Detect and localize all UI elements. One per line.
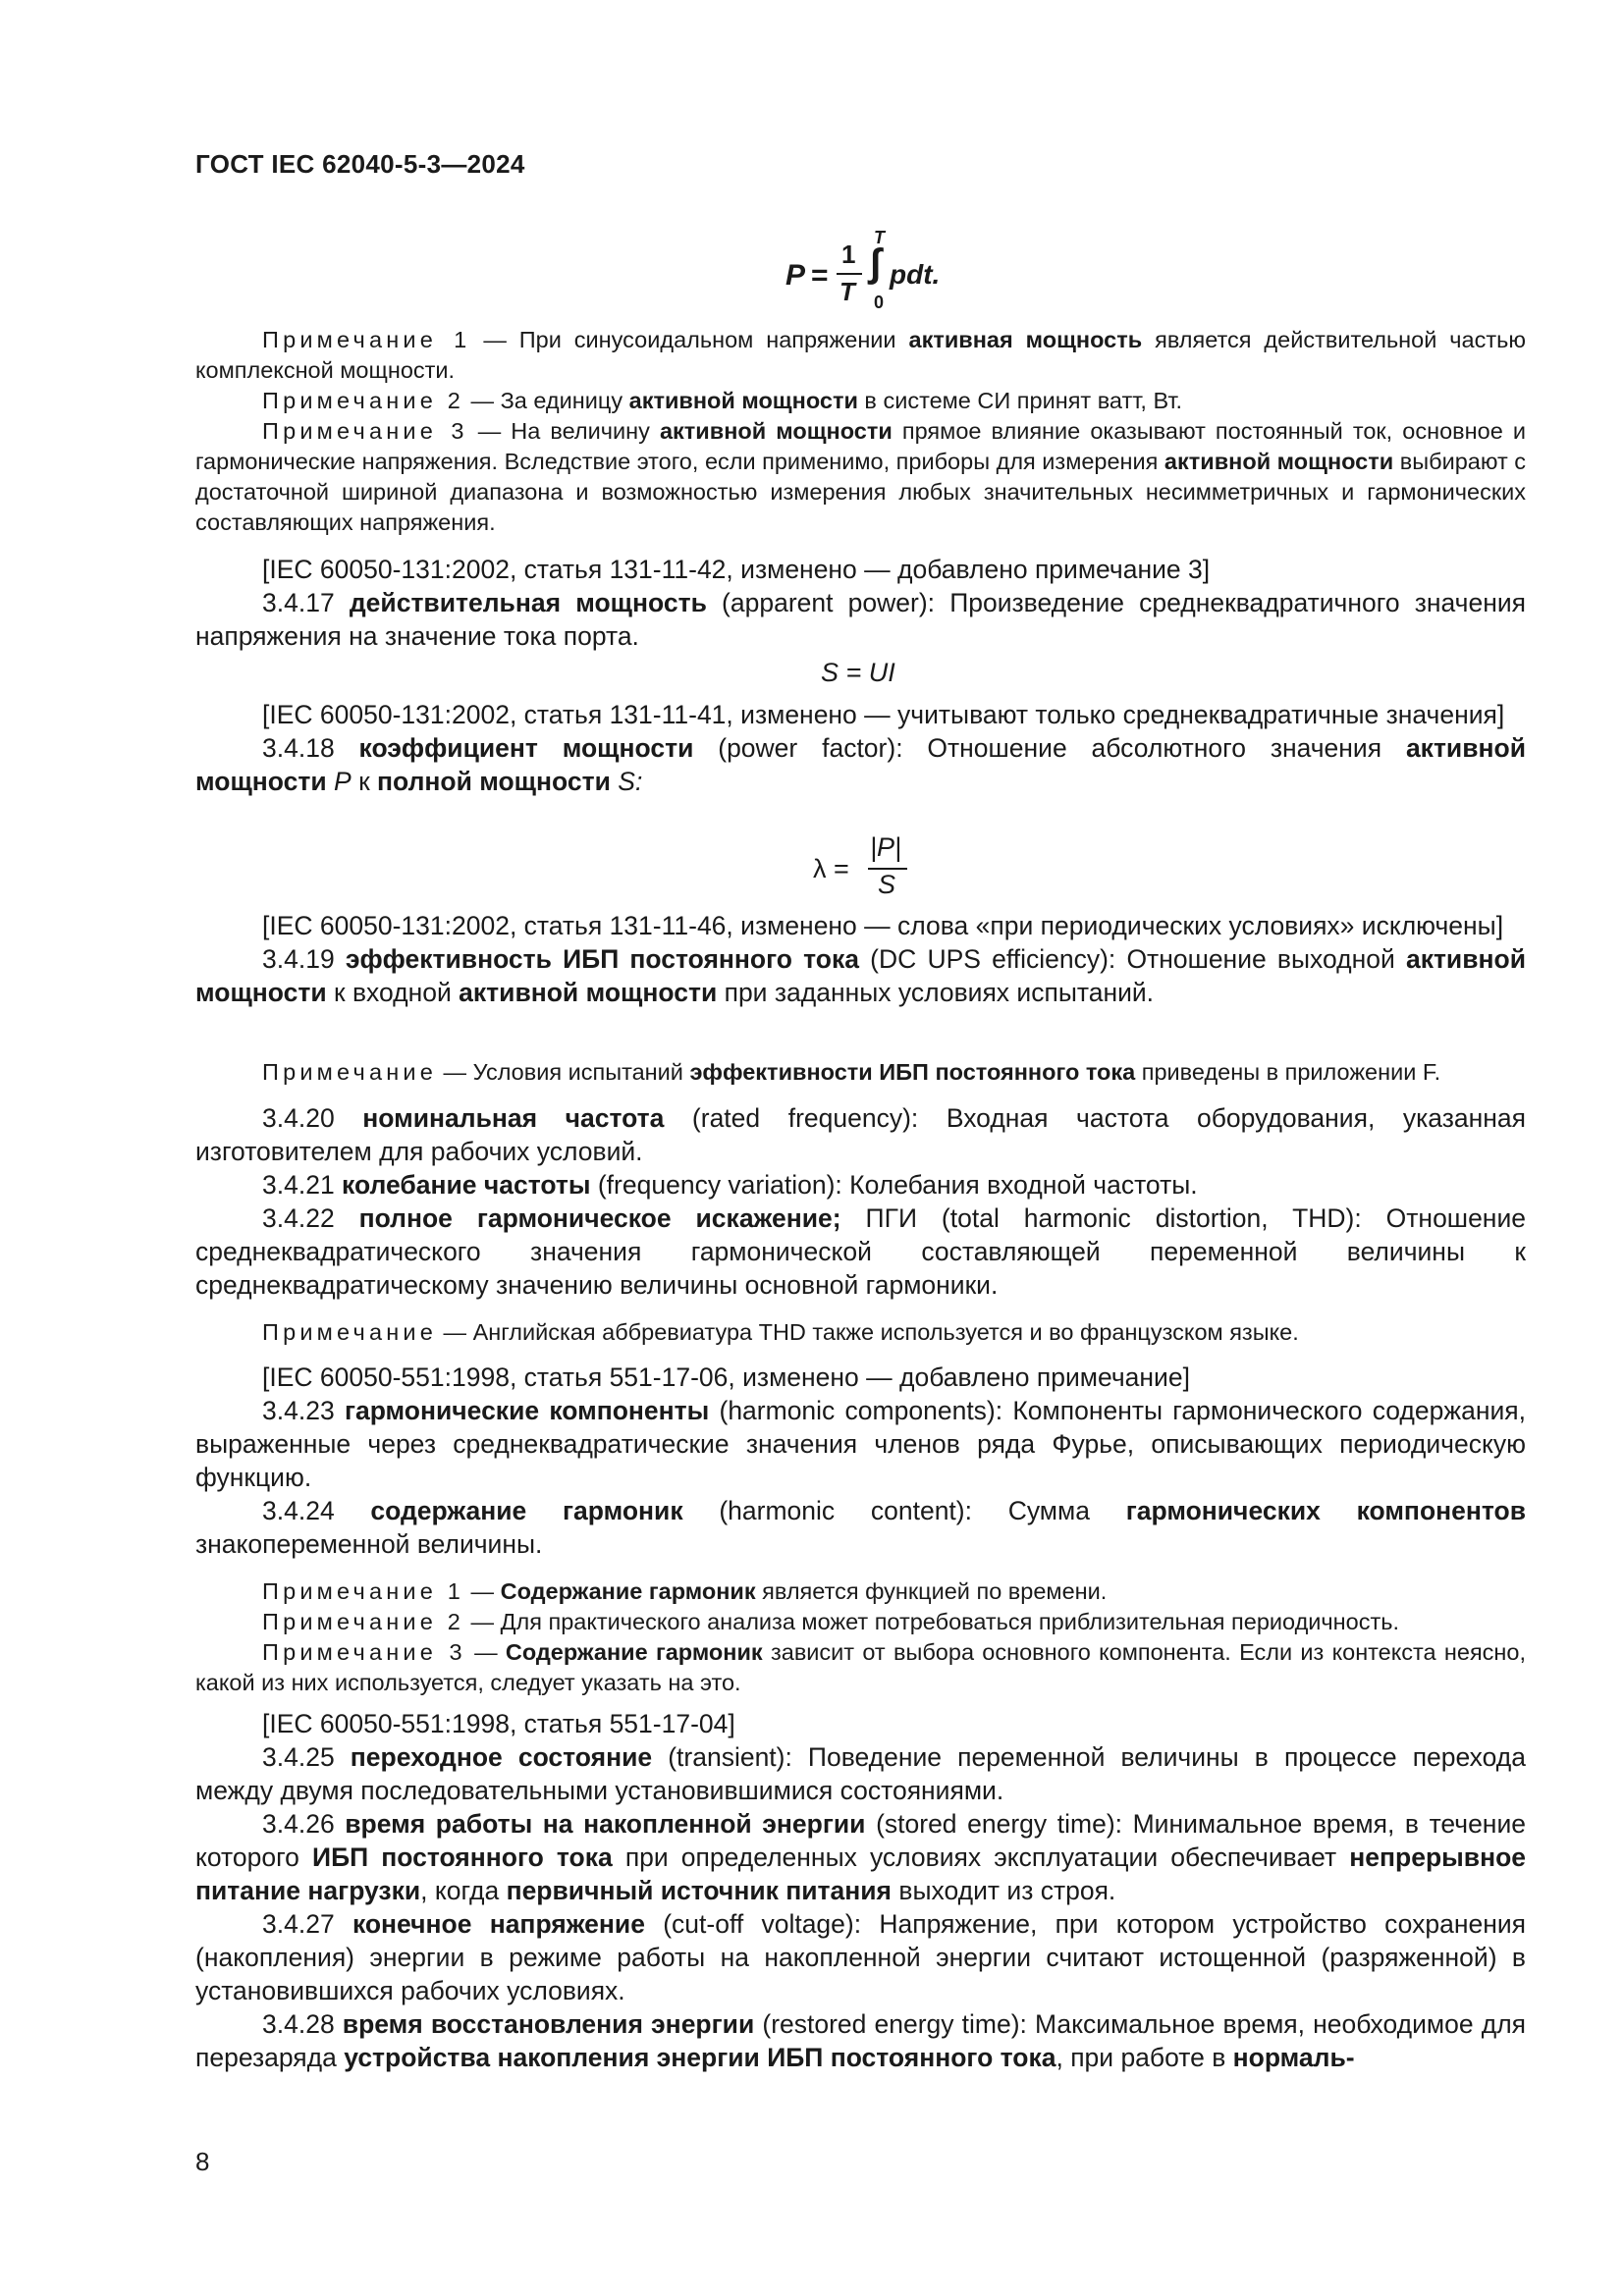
- integrand: pdt.: [890, 259, 941, 290]
- integral-sign: ∫: [870, 241, 881, 285]
- fraction-bar: [837, 273, 862, 275]
- section-block-c: [195, 909, 1526, 1009]
- note-3-4-19-block: [195, 1057, 1526, 1088]
- definition-3-4-28: 3.4.28 время восстановления энергии (restored energy time): Максимальное время, необходимое для перезаряда устройства накопления энергии ИБП постоянного тока, при работе в нормаль-: [195, 2009, 1527, 2072]
- note-2: Примечание 2 — За единицу активной мощности в системе СИ принят ватт, Вт.: [262, 388, 1183, 413]
- definition-3-4-24: 3.4.24 содержание гармоник (harmonic content): Сумма гармонических компонентов знакопеременной величины.: [195, 1496, 1526, 1559]
- note-b-1: Примечание 1 — Содержание гармоник является функцией по времени.: [262, 1578, 1108, 1604]
- formula-lhs: P: [785, 259, 806, 292]
- notes-active-power: [195, 325, 1526, 538]
- formula-eq: =: [811, 259, 829, 292]
- note-b-2: Примечание 2 — Для практического анализа может потребоваться приблизительная периодичность.: [262, 1609, 1399, 1634]
- definition-3-4-18: 3.4.18 коэффициент мощности (power factor): Отношение абсолютного значения активной мощности P к полной мощности S:: [195, 733, 1526, 796]
- definition-3-4-25: 3.4.25 переходное состояние (transient): Поведение переменной величины в процессе перехода между двумя последовательными установившимися состояниями.: [195, 1742, 1526, 1805]
- reference-551-17-04: [IEC 60050-551:1998, статья 551-17-04]: [262, 1709, 735, 1738]
- note-3-4-22-block: [195, 1317, 1526, 1348]
- note-3: Примечание 3 — На величину активной мощности прямое влияние оказывают постоянный ток, основное и гармонические напряжения. Вследствие этого, если применимо, приборы для измерения активной мощности выбирают с достаточной шириной диапазона и возможностью измерения любых значительных несимметричных и гармонических составляющих напряжения.: [195, 418, 1527, 535]
- document-header: ГОСТ IEC 62040-5-3—2024: [195, 149, 525, 179]
- page-number: 8: [195, 2147, 210, 2176]
- integral-upper: T: [874, 228, 885, 247]
- definition-3-4-17: 3.4.17 действительная мощность (apparent power): Произведение среднеквадратичного значения напряжения на значение тока порта.: [195, 588, 1526, 651]
- reference-131-11-41: [IEC 60050-131:2002, статья 131-11-41, изменено — учитывают только среднеквадратичные значения]: [262, 700, 1505, 729]
- definition-3-4-27: 3.4.27 конечное напряжение (cut-off voltage): Напряжение, при котором устройство сохранения (накопления) энергии в режиме работы на накопленной энергии считают истощенной (разряженной) в установившихся рабочих условиях.: [195, 1909, 1526, 2005]
- note-b-3: Примечание 3 — Содержание гармоник зависит от выбора основного компонента. Если из контекста неясно, какой из них используется, следует указать на это.: [195, 1639, 1526, 1695]
- reference-131-11-42: [IEC 60050-131:2002, статья 131-11-42, изменено — добавлено примечание 3]: [262, 555, 1211, 584]
- definition-3-4-19: 3.4.19 эффективность ИБП постоянного тока (DC UPS efficiency): Отношение выходной активной мощности к входной активной мощности при заданных условиях испытаний.: [195, 944, 1526, 1007]
- lambda-num: |P|: [870, 832, 902, 862]
- note-3-4-22: Примечание — Английская аббревиатура THD также используется и во французском языке.: [262, 1319, 1299, 1345]
- lambda-lhs: λ =: [813, 854, 849, 883]
- formula-den: T: [839, 277, 855, 306]
- definition-3-4-26: 3.4.26 время работы на накопленной энергии (stored energy time): Минимальное время, в течение которого ИБП постоянного тока при определенных условиях эксплуатации обеспечивает непрерывное питание нагрузки, когда первичный источник питания выходит из строя.: [195, 1809, 1526, 1905]
- section-block-d: [195, 1101, 1526, 1302]
- reference-131-11-46: [IEC 60050-131:2002, статья 131-11-46, изменено — слова «при периодических условиях» исключены]: [262, 911, 1504, 940]
- definition-3-4-20: 3.4.20 номинальная частота (rated frequency): Входная частота оборудования, указанная изготовителем для рабочих условий.: [195, 1103, 1526, 1166]
- formula-power-factor: [813, 832, 931, 901]
- formula-apparent-power: S = UI: [821, 658, 895, 687]
- reference-551-17-06: [IEC 60050-551:1998, статья 551-17-06, изменено — добавлено примечание]: [262, 1362, 1190, 1392]
- section-block-e: [195, 1361, 1526, 1561]
- integral-lower: 0: [874, 293, 885, 312]
- formula-active-power: [785, 228, 982, 316]
- lambda-den: S: [878, 870, 896, 899]
- section-block-a: [195, 553, 1526, 653]
- note-3-4-19: Примечание — Условия испытаний эффективности ИБП постоянного тока приведены в приложении F.: [262, 1059, 1441, 1085]
- formula-num: 1: [841, 240, 856, 269]
- note-1: Примечание 1 — При синусоидальном напряжении активная мощность является действительной частью комплексной мощности.: [195, 327, 1526, 383]
- section-block-b: [195, 698, 1526, 798]
- definition-3-4-23: 3.4.23 гармонические компоненты (harmonic components): Компоненты гармонического содержания, выраженные через среднеквадратические значения членов ряда Фурье, описывающих периодическую функцию.: [195, 1396, 1526, 1492]
- section-block-f: [195, 1707, 1526, 2074]
- definition-3-4-21: 3.4.21 колебание частоты (frequency variation): Колебания входной частоты.: [262, 1170, 1198, 1200]
- definition-3-4-22: 3.4.22 полное гармоническое искажение; ПГИ (total harmonic distortion, THD): Отношение среднеквадратического значения гармонической составляющей переменной величины к среднеквадратическому значению величины основной гармоники.: [195, 1203, 1526, 1300]
- notes-harmonic-content: [195, 1576, 1526, 1698]
